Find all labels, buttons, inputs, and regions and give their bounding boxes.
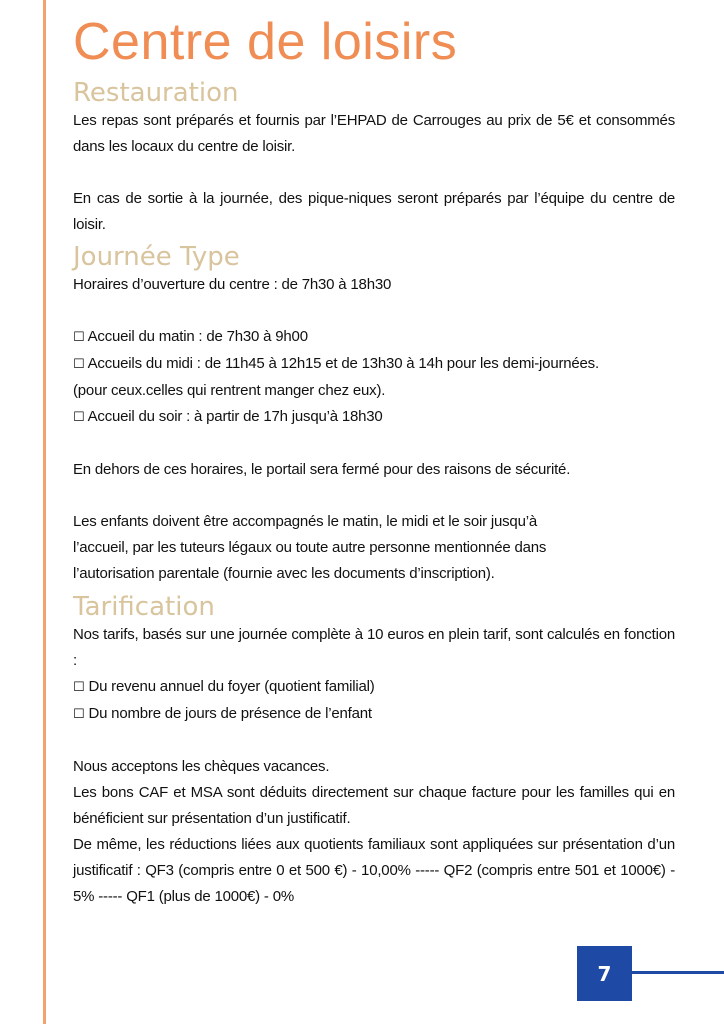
restauration-paragraph-1: Les repas sont préparés et fournis par l’EHPAD de Carrouges au prix de 5€ et consommés dans les locaux du centre de loisir. <box>73 112 675 155</box>
heading-restauration: Restauration <box>73 78 239 108</box>
list-item-jours: ☐ Du nombre de jours de présence de l’enfant <box>73 705 372 722</box>
checkbox-icon: ☐ <box>73 357 85 372</box>
bons-text: Les bons CAF et MSA sont déduits directement sur chaque facture pour les familles qui en bénéficient sur présentation d’un justificatif. <box>73 784 675 827</box>
horaires-text: Horaires d’ouverture du centre : de 7h30 à 18h30 <box>73 276 392 293</box>
list-item-note-midi: (pour ceux.celles qui rentrent manger chez eux). <box>73 382 386 399</box>
accompagnement-line-3: l’autorisation parentale (fournie avec les documents d’inscription). <box>73 565 495 582</box>
checkbox-icon: ☐ <box>73 707 85 722</box>
securite-text: En dehors de ces horaires, le portail sera fermé pour des raisons de sécurité. <box>73 461 571 478</box>
list-item-accueil-soir: ☐ Accueil du soir : à partir de 17h jusqu’à 18h30 <box>73 408 383 425</box>
heading-journee-type: Journée Type <box>73 242 240 272</box>
page-number-badge: 7 <box>577 946 632 1001</box>
accompagnement-line-2: l’accueil, par les tuteurs légaux ou toute autre personne mentionnée dans <box>73 539 547 556</box>
page-content <box>73 0 675 910</box>
checkbox-icon: ☐ <box>73 680 85 695</box>
section-restauration <box>73 78 675 238</box>
page-number-rule <box>632 971 724 974</box>
heading-tarification: Tarification <box>73 592 215 622</box>
tarification-intro: Nos tarifs, basés sur une journée complète à 10 euros en plein tarif, sont calculés en fonction : <box>73 626 675 669</box>
list-item-accueil-matin: ☐ Accueil du matin : de 7h30 à 9h00 <box>73 328 308 345</box>
accompagnement-line-1: Les enfants doivent être accompagnés le matin, le midi et le soir jusqu’à <box>73 513 537 530</box>
restauration-paragraph-2: En cas de sortie à la journée, des pique-niques seront préparés par l’équipe du centre de loisir. <box>73 190 675 233</box>
left-margin-rule <box>43 0 46 1024</box>
checkbox-icon: ☐ <box>73 410 85 425</box>
reductions-text: De même, les réductions liées aux quotients familiaux sont appliquées sur présentation d’un justificatif : QF3 (compris entre 0 et 500 €) - 10,00% ----- QF2 (compris entre 501 et 1000€) - 5% ----- QF1 (plus de 1000€) - 0% <box>73 836 675 905</box>
section-journee-type <box>73 242 675 587</box>
section-tarification <box>73 592 675 910</box>
cheques-text: Nous acceptons les chèques vacances. <box>73 758 330 775</box>
checkbox-icon: ☐ <box>73 330 85 345</box>
page-title: Centre de loisirs <box>73 13 458 71</box>
list-item-accueil-midi: ☐ Accueils du midi : de 11h45 à 12h15 et de 13h30 à 14h pour les demi-journées. <box>73 355 599 372</box>
list-item-revenu: ☐ Du revenu annuel du foyer (quotient familial) <box>73 678 375 695</box>
